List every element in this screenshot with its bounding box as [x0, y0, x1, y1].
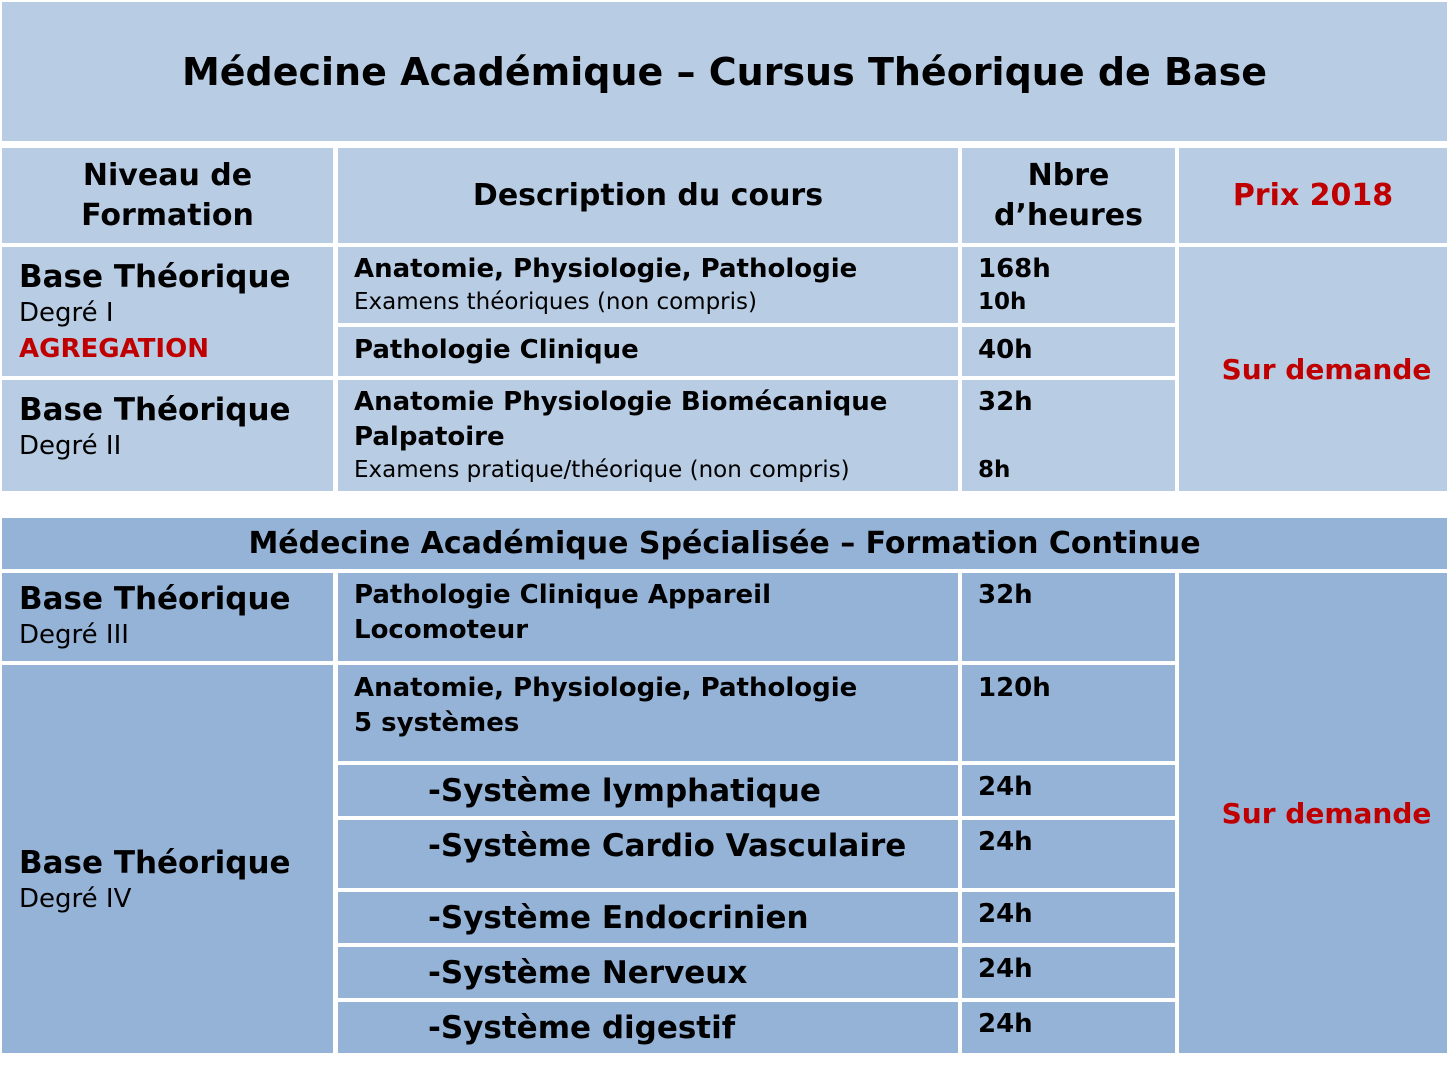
- hours-note: 8h: [978, 457, 1011, 483]
- level-main: Base Théorique: [19, 392, 291, 428]
- course-title: Anatomie, Physiologie, Pathologie: [354, 254, 858, 284]
- level-sub: Degré I: [19, 298, 114, 328]
- hours-value: 32h: [978, 580, 1033, 610]
- hours-cell: [962, 765, 1175, 816]
- hours-value: 24h: [978, 772, 1033, 802]
- hours-cell: [962, 247, 1175, 323]
- hours-cell: [962, 665, 1175, 761]
- hours-cell: [962, 327, 1175, 376]
- level-degre-2: [2, 380, 333, 491]
- hours-value: 120h: [978, 673, 1051, 703]
- hours-cell: [962, 1002, 1175, 1053]
- header-price: Prix 2018: [1179, 148, 1447, 243]
- hours-cell: [962, 947, 1175, 998]
- price-cell: Sur demande: [1179, 573, 1447, 1053]
- hours-value: 24h: [978, 1009, 1033, 1039]
- header-description: Description du cours: [338, 148, 958, 243]
- hours-cell: [962, 573, 1175, 661]
- level-degre-4: [2, 665, 333, 1053]
- level-tag: AGREGATION: [19, 334, 209, 364]
- header-level: Niveau de Formation: [2, 148, 333, 243]
- section-title: Médecine Académique Spécialisée – Formation Continue: [2, 518, 1447, 569]
- price-cell: Sur demande: [1179, 247, 1447, 491]
- course-cell: [338, 380, 958, 491]
- course-note: 5 systèmes: [354, 708, 520, 738]
- course-cell: [338, 247, 958, 323]
- course-note: Examens théoriques (non compris): [354, 289, 757, 315]
- course-title: Anatomie Physiologie Biomécanique Palpatoire: [354, 387, 888, 452]
- level-degre-1: [2, 247, 333, 376]
- system-item: -Système lymphatique: [338, 765, 958, 816]
- system-item: -Système Nerveux: [338, 947, 958, 998]
- level-main: Base Théorique: [19, 845, 291, 881]
- hours-cell: [962, 380, 1175, 491]
- hours-value: 40h: [978, 335, 1033, 365]
- header-hours: Nbre d’heures: [962, 148, 1175, 243]
- level-main: Base Théorique: [19, 581, 291, 617]
- level-degre-3: [2, 573, 333, 661]
- system-item: -Système digestif: [338, 1002, 958, 1053]
- system-item: -Système Endocrinien: [338, 892, 958, 943]
- page-title: Médecine Académique – Cursus Théorique de Base: [2, 2, 1447, 141]
- level-sub: Degré II: [19, 431, 122, 461]
- course-cell: [338, 573, 958, 661]
- hours-value: 24h: [978, 827, 1033, 857]
- course-title: Pathologie Clinique: [354, 335, 639, 365]
- level-main: Base Théorique: [19, 259, 291, 295]
- level-sub: Degré IV: [19, 884, 132, 914]
- hours-note: 10h: [978, 289, 1027, 315]
- hours-value: 24h: [978, 899, 1033, 929]
- hours-cell: [962, 820, 1175, 888]
- hours-value: 24h: [978, 954, 1033, 984]
- system-item: -Système Cardio Vasculaire: [338, 820, 958, 888]
- course-cell: [338, 665, 958, 761]
- hours-cell: [962, 892, 1175, 943]
- hours-value: 168h: [978, 254, 1051, 284]
- course-title: Pathologie Clinique Appareil Locomoteur: [354, 580, 771, 645]
- course-cell: [338, 327, 958, 376]
- level-sub: Degré III: [19, 620, 129, 650]
- course-note: Examens pratique/théorique (non compris): [354, 457, 850, 483]
- course-title: Anatomie, Physiologie, Pathologie: [354, 673, 858, 703]
- hours-value: 32h: [978, 387, 1033, 417]
